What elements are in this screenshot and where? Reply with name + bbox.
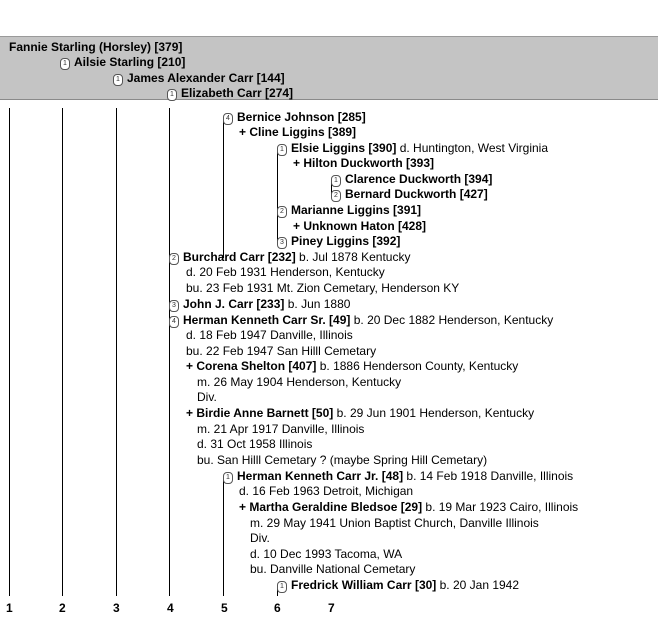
detail-line (197, 422, 364, 437)
person-entry (239, 500, 578, 515)
person-id: [389] (324, 125, 357, 139)
event-detail: d. 10 Dec 1993 Tacoma, WA (250, 547, 403, 561)
detail-line (239, 484, 413, 499)
person-details: b. 1886 Henderson County, Kentucky (316, 359, 519, 373)
person-name: Ailsie Starling (74, 55, 155, 69)
event-detail: m. 29 May 1941 Union Baptist Church, Danville Illinois (250, 516, 539, 530)
detail-line (197, 375, 401, 390)
event-detail: Div. (197, 390, 217, 404)
detail-line (186, 344, 376, 359)
generation-number: 3 (113, 601, 120, 615)
person-id: [48] (378, 469, 404, 483)
person-id: [144] (253, 71, 285, 85)
generation-number: 4 (167, 601, 174, 615)
person-id: [285] (334, 110, 366, 124)
person-id: [30] (411, 578, 437, 592)
person-id: [50] (308, 406, 334, 420)
person-entry (223, 110, 366, 125)
spouse-marker: + (186, 359, 197, 373)
spouse-marker: + (293, 219, 304, 233)
child-order-badge: 2 (169, 253, 179, 265)
detail-line (250, 547, 402, 562)
person-details: b. Jul 1878 Kentucky (295, 250, 411, 264)
person-id: [391] (389, 203, 422, 217)
person-name: Piney Liggins (291, 234, 370, 248)
person-entry (277, 141, 548, 156)
event-detail: m. 21 Apr 1917 Danville, Illinois (197, 422, 365, 436)
detail-line (186, 265, 385, 280)
person-name: John J. Carr (183, 297, 254, 311)
person-name: Elsie Liggins (291, 141, 366, 155)
detail-line (197, 437, 312, 452)
person-id: [393] (402, 156, 435, 170)
generation-line (9, 108, 10, 596)
event-detail: d. 31 Oct 1958 Illinois (197, 437, 313, 451)
person-id: [428] (394, 219, 427, 233)
generation-line (169, 108, 170, 596)
event-detail: bu. San Hilll Cemetary ? (maybe Spring Hill Cemetary) (197, 453, 488, 467)
generation-number: 1 (6, 601, 13, 615)
generation-line (277, 149, 278, 242)
person-entry (239, 125, 356, 140)
person-name: Herman Kenneth Carr Sr. (183, 313, 326, 327)
person-id: [232] (264, 250, 296, 264)
child-order-badge: 4 (223, 113, 233, 125)
child-order-badge: 1 (167, 89, 177, 101)
person-entry (186, 406, 534, 421)
person-entry (169, 313, 553, 328)
ancestor-entry (60, 55, 185, 70)
person-id: [392] (369, 234, 401, 248)
person-name: Elizabeth Carr (181, 86, 262, 100)
generation-number: 6 (274, 601, 281, 615)
person-entry (277, 203, 421, 218)
ancestor-entry (167, 86, 293, 101)
generation-line (62, 108, 63, 596)
child-order-badge: 2 (277, 206, 287, 218)
spouse-marker: + (239, 125, 250, 139)
person-name: Hilton Duckworth (303, 156, 403, 170)
child-order-badge: 1 (331, 175, 341, 187)
person-name: Corena Shelton (196, 359, 286, 373)
person-name: Burchard Carr (183, 250, 265, 264)
person-id: [29] (397, 500, 423, 514)
person-name: Martha Geraldine Bledsoe (249, 500, 398, 514)
event-detail: bu. 22 Feb 1947 San Hilll Cemetary (186, 344, 377, 358)
ancestor-entry (113, 71, 285, 86)
generation-number: 7 (328, 601, 335, 615)
generation-line (116, 108, 117, 596)
child-order-badge: 1 (223, 472, 233, 484)
person-name: Marianne Liggins (291, 203, 390, 217)
spouse-marker: + (293, 156, 304, 170)
person-name: Fredrick William Carr (291, 578, 412, 592)
person-name: Birdie Anne Barnett (196, 406, 309, 420)
person-name: Clarence Duckworth (345, 172, 462, 186)
detail-line (250, 516, 539, 531)
person-name: James Alexander Carr (127, 71, 254, 85)
person-entry (331, 187, 488, 202)
detail-line (186, 328, 353, 343)
person-name: Bernice Johnson (237, 110, 335, 124)
person-entry (293, 156, 434, 171)
person-name: Fannie Starling (Horsley) (9, 40, 152, 54)
person-name: Cline Liggins (249, 125, 325, 139)
person-name: Bernard Duckworth (345, 187, 457, 201)
person-id: [427] (456, 187, 488, 201)
event-detail: Div. (250, 531, 270, 545)
child-order-badge: 1 (113, 74, 123, 86)
person-details: b. Jun 1880 (284, 297, 351, 311)
person-id: [210] (154, 55, 186, 69)
person-entry (331, 172, 492, 187)
generation-number: 5 (221, 601, 228, 615)
detail-line (186, 281, 459, 296)
person-id: [379] (151, 40, 183, 54)
generation-line (223, 118, 224, 258)
child-order-badge: 1 (277, 144, 287, 156)
person-id: [390] (365, 141, 397, 155)
event-detail: m. 26 May 1904 Henderson, Kentucky (197, 375, 402, 389)
ancestor-entry (9, 40, 182, 55)
person-entry (186, 359, 518, 374)
child-order-badge: 1 (60, 58, 70, 70)
spouse-marker: + (186, 406, 197, 420)
person-name: Herman Kenneth Carr Jr. (237, 469, 379, 483)
person-entry (223, 469, 573, 484)
person-details: b. 29 Jun 1901 Henderson, Kentucky (333, 406, 535, 420)
event-detail: d. 18 Feb 1947 Danville, Illinois (186, 328, 353, 342)
child-order-badge: 1 (277, 581, 287, 593)
person-details: b. 20 Dec 1882 Henderson, Kentucky (350, 313, 554, 327)
person-id: [49] (325, 313, 351, 327)
generation-number: 2 (59, 601, 66, 615)
person-details: b. 20 Jan 1942 (436, 578, 520, 592)
person-details: b. 14 Feb 1918 Danville, Illinois (403, 469, 574, 483)
person-id: [274] (261, 86, 294, 100)
event-detail: bu. 23 Feb 1931 Mt. Zion Cemetary, Henderson KY (186, 281, 460, 295)
person-entry (293, 219, 426, 234)
event-detail: bu. Danville National Cemetary (250, 562, 416, 576)
person-id: [394] (461, 172, 493, 186)
child-order-badge: 3 (277, 237, 287, 249)
person-entry (277, 578, 519, 593)
person-id: [407] (285, 359, 317, 373)
person-details: b. 19 Mar 1923 Cairo, Illinois (422, 500, 579, 514)
detail-line (197, 453, 487, 468)
person-details: d. Huntington, West Virginia (396, 141, 549, 155)
detail-line (250, 531, 270, 546)
child-order-badge: 3 (169, 300, 179, 312)
generation-line (223, 476, 224, 596)
event-detail: d. 20 Feb 1931 Henderson, Kentucky (186, 265, 385, 279)
child-order-badge: 4 (169, 316, 179, 328)
person-entry (169, 250, 410, 265)
person-entry (277, 234, 400, 249)
child-order-badge: 2 (331, 190, 341, 202)
detail-line (250, 562, 415, 577)
detail-line (197, 390, 217, 405)
person-id: [233] (253, 297, 285, 311)
person-entry (169, 297, 350, 312)
event-detail: d. 16 Feb 1963 Detroit, Michigan (239, 484, 414, 498)
spouse-marker: + (239, 500, 250, 514)
person-name: Unknown Haton (303, 219, 395, 233)
